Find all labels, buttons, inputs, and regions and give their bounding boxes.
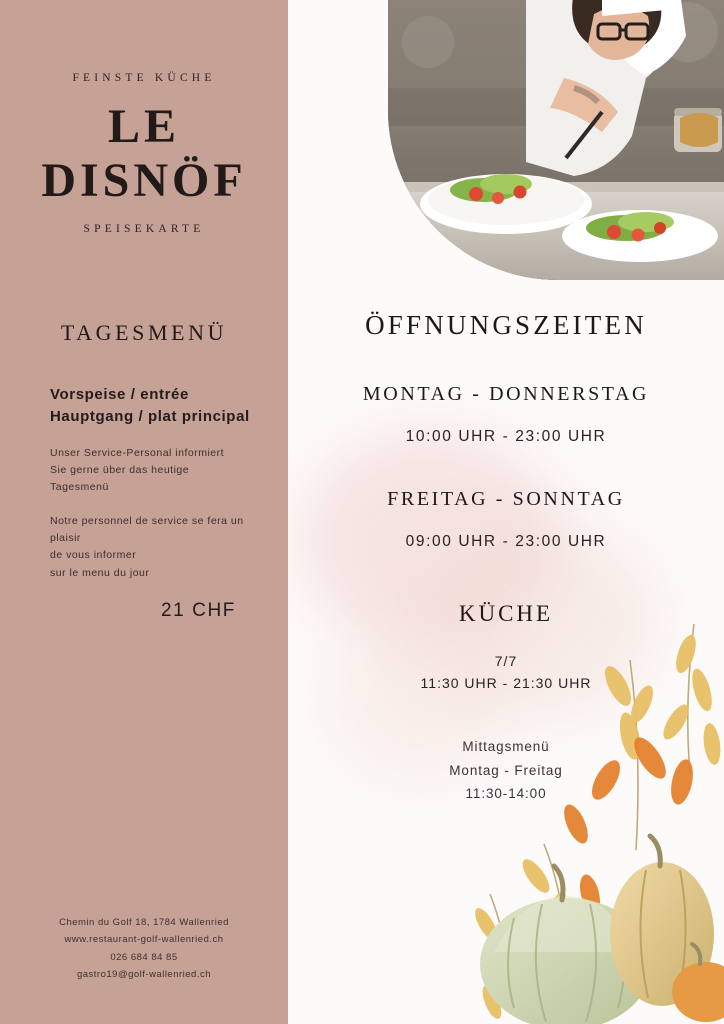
daily-menu-note-fr-line-3: sur le menu du jour: [50, 566, 150, 579]
brand-name-line-1: LE: [107, 100, 181, 153]
daily-menu-course-1: Vorspeise / entrée: [50, 385, 189, 403]
opening-hours-block: [288, 310, 724, 806]
chef-photo-image: [388, 0, 724, 280]
opening-hours-time-2: 09:00 UHR - 23:00 UHR: [405, 533, 607, 550]
brand-subtitle: SPEISEKARTE: [83, 222, 205, 235]
daily-menu-title: TAGESMENÜ: [60, 319, 228, 345]
daily-menu-body: [30, 384, 258, 622]
contact-address: Chemin du Golf 18, 1784 Wallenried: [59, 916, 229, 928]
left-panel-content: [0, 0, 288, 622]
daily-menu-note-fr: [50, 513, 250, 582]
daily-menu-note-fr-line-2: de vous informer: [50, 549, 137, 562]
brand-block: [30, 0, 258, 235]
kitchen-title: KÜCHE: [458, 601, 554, 626]
lunch-menu-block: [288, 735, 724, 806]
right-panel: [288, 0, 724, 1024]
pumpkin-tall: [610, 836, 714, 1006]
lunch-menu-days: Montag - Freitag: [449, 762, 563, 778]
daily-menu-note-fr-line-1: Notre personnel de service se fera un plaisir: [50, 514, 244, 545]
daily-menu-note-de: [50, 445, 250, 497]
pumpkin-large: [480, 866, 652, 1024]
daily-menu-price: 21 CHF: [160, 599, 236, 621]
brand-name-line-2: DISNÖF: [41, 154, 247, 208]
contact-email[interactable]: gastro19@golf-wallenried.ch: [76, 969, 212, 981]
opening-hours-time-1: 10:00 UHR - 23:00 UHR: [405, 428, 607, 445]
left-panel: [0, 0, 288, 1024]
daily-menu-note-de-line-1: Unser Service-Personal informiert: [50, 446, 225, 459]
kitchen-days: 7/7: [494, 653, 518, 669]
kitchen-time: 11:30 UHR - 21:30 UHR: [420, 675, 592, 691]
daily-menu-course-2: Hauptgang / plat principal: [50, 408, 250, 426]
contact-phone[interactable]: 026 684 84 85: [110, 951, 178, 963]
opening-hours-days-2: FREITAG - SONNTAG: [387, 488, 625, 510]
contact-block: [0, 914, 288, 984]
pumpkin-small: [672, 944, 724, 1022]
opening-hours-days-1: MONTAG - DONNERSTAG: [362, 383, 650, 405]
lunch-menu-label: Mittagsmenü: [462, 739, 550, 754]
lunch-menu-time: 11:30-14:00: [465, 786, 547, 802]
brand-eyebrow: FEINSTE KÜCHE: [72, 72, 216, 84]
contact-website[interactable]: www.restaurant-golf-wallenried.ch: [64, 934, 224, 946]
opening-hours-title: ÖFFNUNGSZEITEN: [365, 310, 647, 340]
chef-photo: [388, 0, 724, 280]
daily-menu-note-de-line-2: Sie gerne über das heutige Tagesmenü: [50, 464, 190, 494]
